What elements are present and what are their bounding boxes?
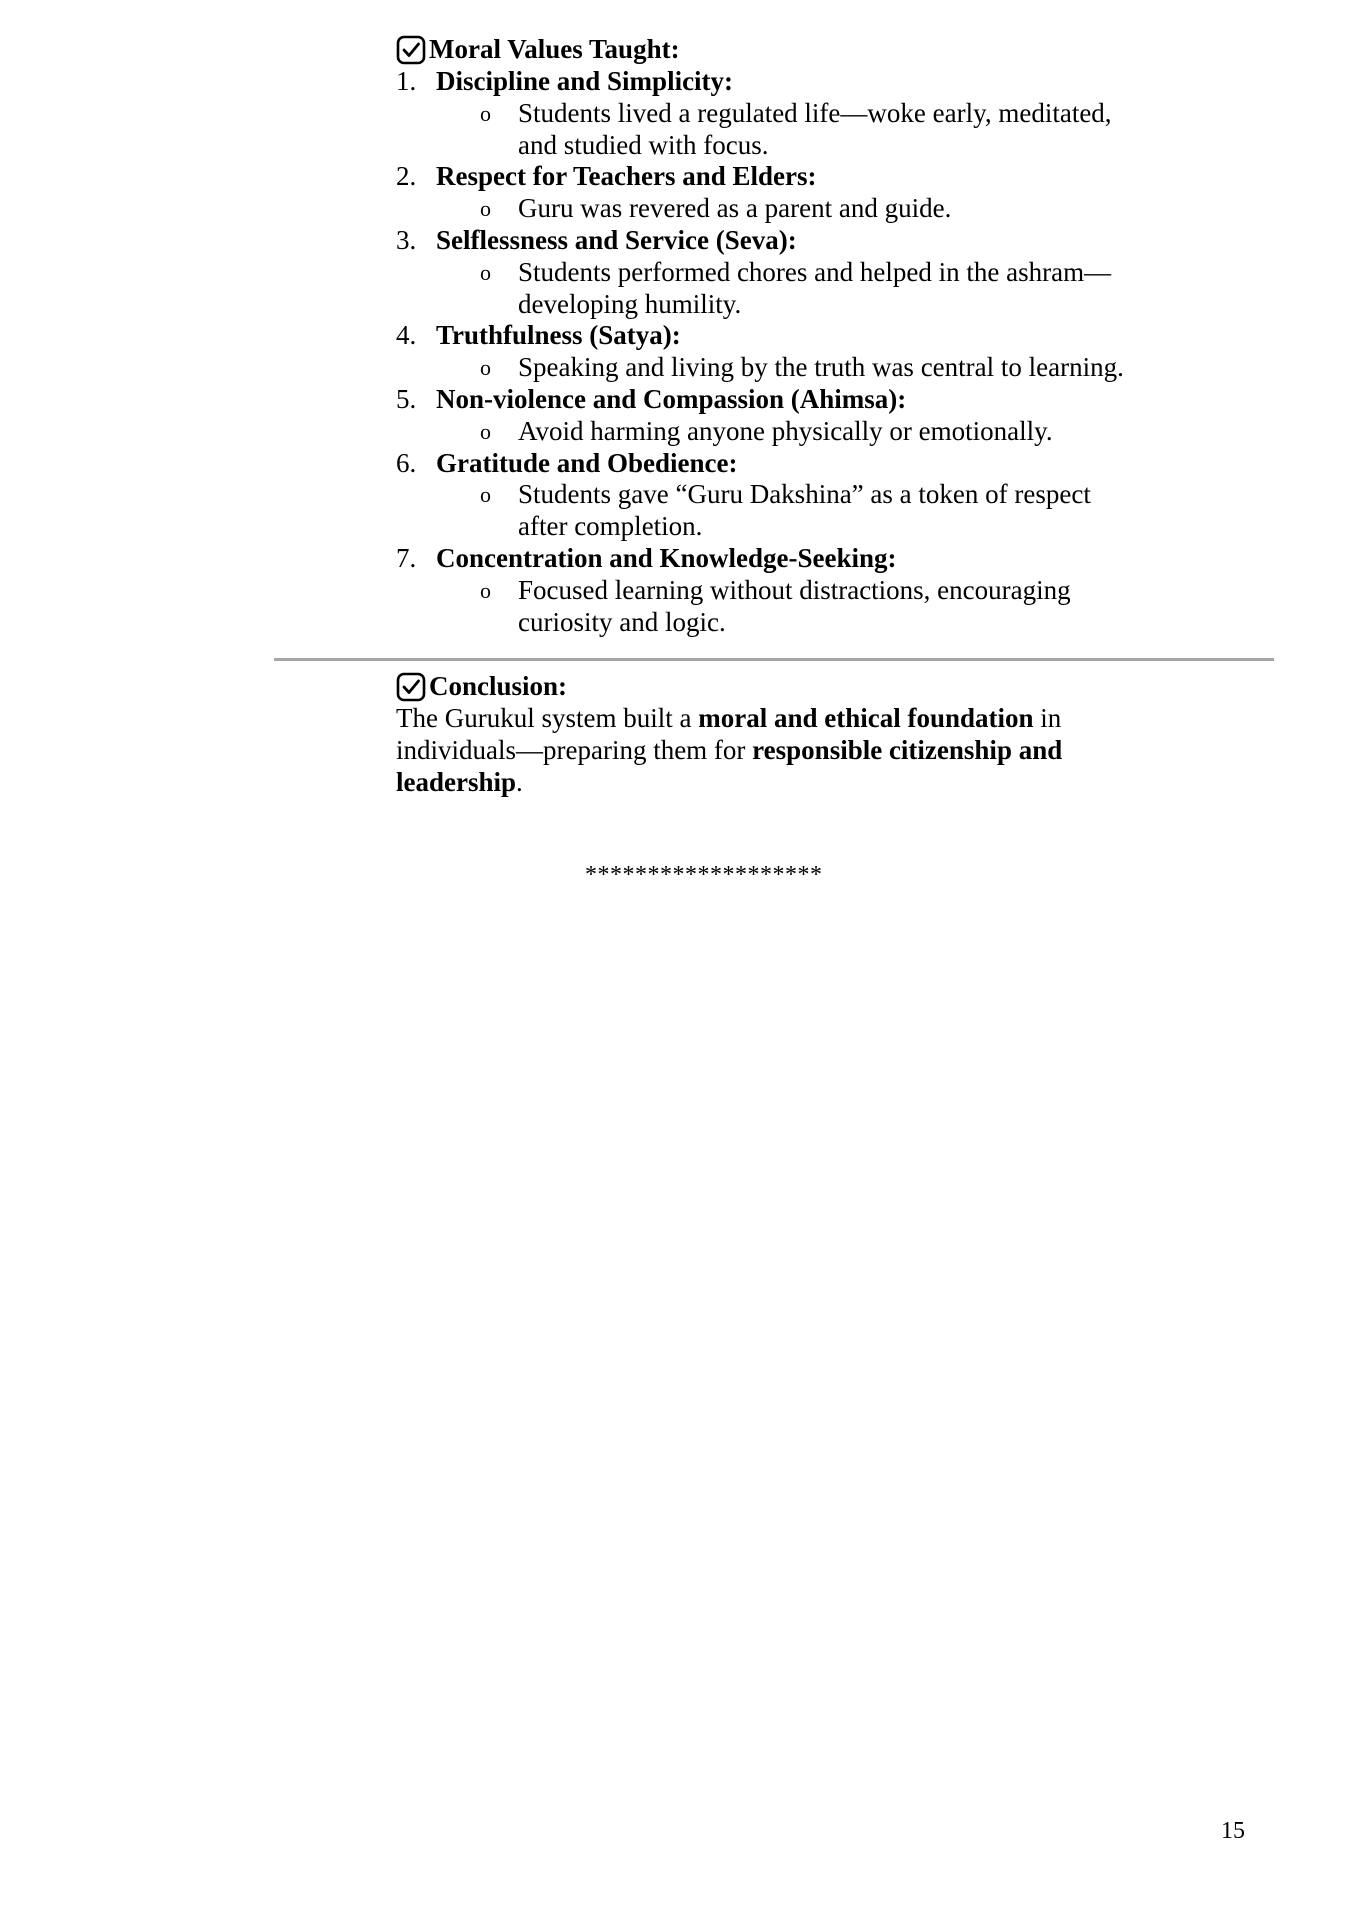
conclusion-heading xyxy=(396,671,1156,703)
sub-bullet-text xyxy=(518,575,1156,639)
bullet-marker: o xyxy=(480,482,491,508)
conclusion-text-part: The Gurukul system built a xyxy=(396,703,699,733)
checkbox-check-icon xyxy=(396,35,426,65)
conclusion-text-part: individuals—preparing them for xyxy=(396,734,753,765)
sub-bullet-line: Speaking and living by the truth was central to learning. xyxy=(518,352,1124,383)
sub-bullet-line: and studied with focus. xyxy=(518,129,769,160)
list-item-title: Selflessness and Service (Seva): xyxy=(436,224,797,255)
sub-bullet-line: Students gave “Guru Dakshina” as a token of respect xyxy=(518,479,1091,510)
conclusion-section xyxy=(396,671,1156,798)
sub-bullet-item xyxy=(396,193,1156,225)
list-item-number: 2. xyxy=(396,161,417,192)
list-item-title: Non-violence and Compassion (Ahimsa): xyxy=(436,383,907,414)
sub-bullet-line: after completion. xyxy=(518,511,703,542)
sub-bullet-line: Avoid harming anyone physically or emotionally. xyxy=(518,415,1053,446)
list-item-number: 1. xyxy=(396,66,417,96)
conclusion-text-part: . xyxy=(516,766,523,797)
conclusion-line-1 xyxy=(396,703,1156,735)
sub-bullet-line: Students performed chores and helped in the ashram— xyxy=(518,256,1112,287)
sub-bullet-text xyxy=(518,352,1156,384)
list-item xyxy=(396,448,1156,480)
list-item-title: Respect for Teachers and Elders: xyxy=(436,161,817,192)
bullet-marker: o xyxy=(480,259,491,285)
checkbox-check-icon xyxy=(396,672,426,702)
bullet-marker: o xyxy=(480,577,491,603)
section-separator-stars: ******************* xyxy=(585,862,823,888)
list-item-number: 3. xyxy=(396,224,417,255)
sub-bullet-text xyxy=(518,479,1156,543)
sub-bullet-item xyxy=(396,479,1156,543)
sub-bullet-line: developing humility. xyxy=(518,288,742,319)
conclusion-paragraph xyxy=(396,703,1156,798)
list-item xyxy=(396,161,1156,193)
sub-bullet-line: curiosity and logic. xyxy=(518,606,726,637)
bullet-marker: o xyxy=(480,355,491,381)
list-item xyxy=(396,225,1156,257)
sub-bullet-text xyxy=(518,257,1156,321)
list-item xyxy=(396,543,1156,575)
conclusion-bold-text: responsible citizenship and xyxy=(752,734,1063,765)
bullet-marker: o xyxy=(480,418,491,444)
bullet-marker: o xyxy=(480,196,491,222)
list-item-title: Concentration and Knowledge-Seeking: xyxy=(436,542,897,573)
list-item-title: Discipline and Simplicity: xyxy=(436,66,734,96)
sub-bullet-text xyxy=(518,193,1156,225)
sub-bullet-line: Students lived a regulated life—woke early, meditated, xyxy=(518,97,1112,128)
sub-bullet-item xyxy=(396,257,1156,321)
sub-bullet-line: Guru was revered as a parent and guide. xyxy=(518,193,952,224)
moral-values-heading-text: Moral Values Taught: xyxy=(429,34,680,65)
list-item-number: 4. xyxy=(396,320,417,351)
sub-bullet-line: Focused learning without distractions, encouraging xyxy=(518,574,1071,605)
conclusion-bold-text: moral and ethical foundation xyxy=(698,703,1034,733)
conclusion-heading-text: Conclusion: xyxy=(429,671,568,702)
sub-bullet-item xyxy=(396,575,1156,639)
conclusion-line-2 xyxy=(396,735,1156,767)
list-item-number: 6. xyxy=(396,447,417,478)
sub-bullet-item xyxy=(396,98,1156,162)
list-item xyxy=(396,384,1156,416)
list-item xyxy=(396,66,1156,98)
sub-bullet-text xyxy=(518,416,1156,448)
bullet-marker: o xyxy=(480,100,491,126)
conclusion-line-3 xyxy=(396,767,1156,799)
moral-values-list xyxy=(396,66,1156,638)
list-item-number: 7. xyxy=(396,542,417,573)
moral-values-section xyxy=(396,34,1156,638)
list-item-title: Truthfulness (Satya): xyxy=(436,320,681,351)
conclusion-text-part: in xyxy=(1033,703,1062,733)
list-item-number: 5. xyxy=(396,383,417,414)
sub-bullet-item xyxy=(396,416,1156,448)
conclusion-bold-text: leadership xyxy=(396,766,517,797)
sub-bullet-text xyxy=(518,98,1156,162)
list-item xyxy=(396,320,1156,352)
page-number: 15 xyxy=(1221,1818,1245,1844)
horizontal-divider xyxy=(274,658,1274,661)
moral-values-heading xyxy=(396,34,1156,66)
list-item-title: Gratitude and Obedience: xyxy=(436,447,738,478)
sub-bullet-item xyxy=(396,352,1156,384)
